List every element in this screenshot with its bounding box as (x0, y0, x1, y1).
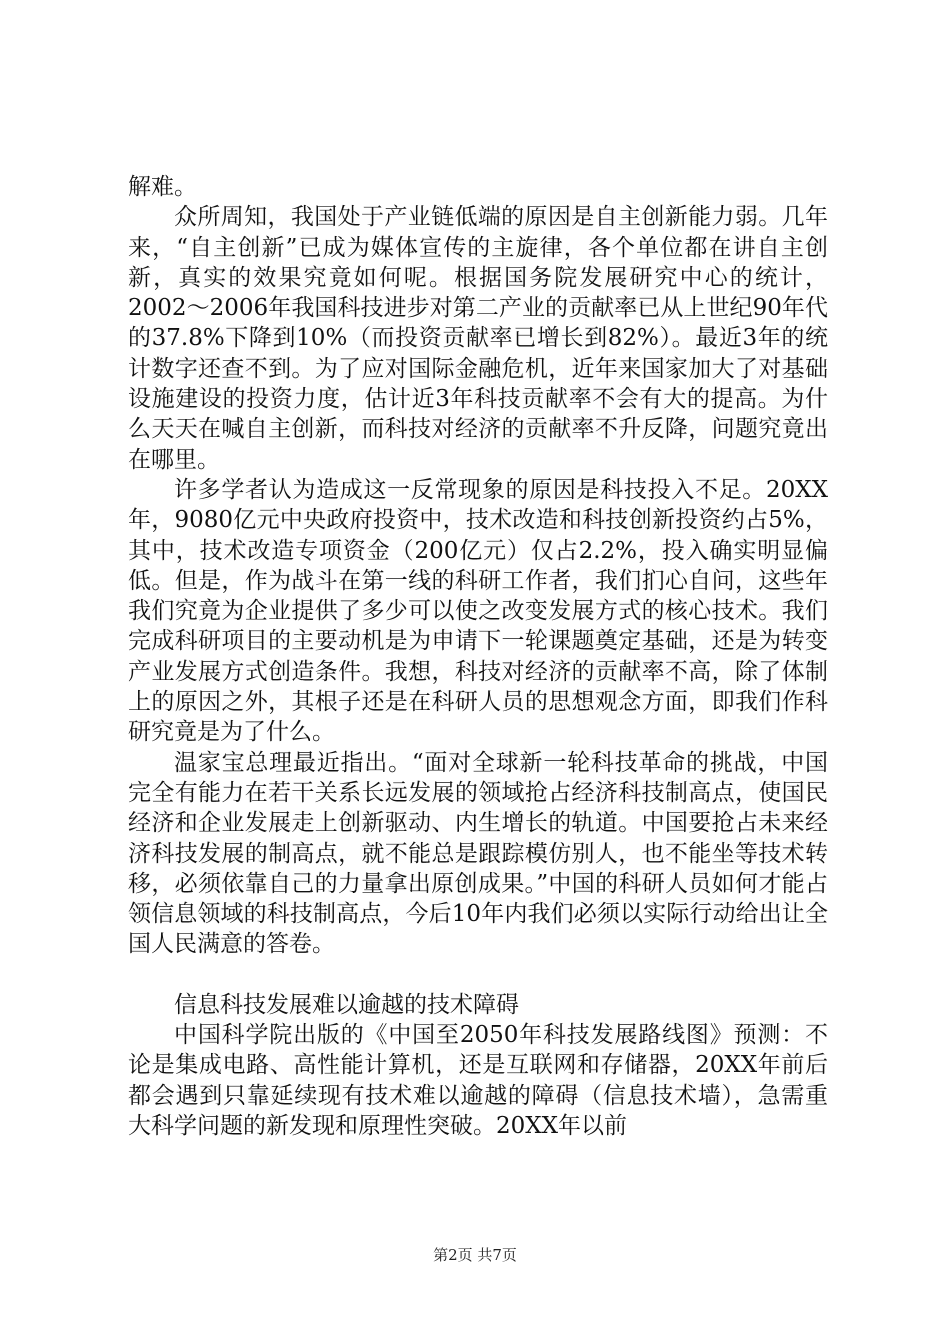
paragraph-roadmap: 中国科学院出版的《中国至2050年科技发展路线图》预测：不论是集成电路、高性能计算机，还是互联网和存储器，20XX年前后都会遇到只靠延续现有技术难以逾越的障碍（信息技术墙），急需重大科学问题的新发现和原理性突破。20XX年以前 (128, 1022, 828, 1139)
section-spacer (128, 960, 828, 990)
section-heading: 信息科技发展难以逾越的技术障碍 (174, 991, 519, 1018)
paragraph-investment: 许多学者认为造成这一反常现象的原因是科技投入不足。20XX年，9080亿元中央政府投资中，技术改造和科技创新投资约占5%，其中，技术改造专项资金（200亿元）仅占2.2%，投入确实明显偏低。但是，作为战斗在第一线的科研工作者，我们扪心自问，这些年我们究竟为企业提供了多少可以使之改变发展方式的核心技术。我们完成科研项目的主要动机是为申请下一轮课题奠定基础，还是为转变产业发展方式创造条件。我想，科技对经济的贡献率不高，除了体制上的原因之外，其根子还是在科研人员的思想观念方面，即我们作科研究竟是为了什么。 (128, 476, 828, 746)
document-body (128, 172, 828, 1141)
paragraph-premier-quote: 温家宝总理最近指出。“面对全球新一轮科技革命的挑战，中国完全有能力在若干关系长远发展的领域抢占经济科技制高点，使国民经济和企业发展走上创新驱动、内生增长的轨道。中国要抢占未来经济科技发展的制高点，就不能总是跟踪模仿别人，也不能坐等技术转移，必须依靠自己的力量拿出原创成果。”中国的科研人员如何才能占领信息领域的科技制高点，今后10年内我们必须以实际行动给出让全国人民满意的答卷。 (128, 749, 828, 958)
paragraph-innovation: 众所周知，我国处于产业链低端的原因是自主创新能力弱。几年来，“自主创新”已成为媒体宣传的主旋律，各个单位都在讲自主创新，真实的效果究竟如何呢。根据国务院发展研究中心的统计，2002～2006年我国科技进步对第二产业的贡献率已从上世纪90年代的37.8%下降到10%（而投资贡献率已增长到82%）。最近3年的统计数字还查不到。为了应对国际金融危机，近年来国家加大了对基础设施建设的投资力度，估计近3年科技贡献率不会有大的提高。为什么天天在喊自主创新，而科技对经济的贡献率不升反降，问题究竟出在哪里。 (128, 204, 828, 473)
paragraph-continuation: 解难。 (128, 174, 197, 200)
page-footer: 第2页 共7页 (433, 1246, 517, 1264)
